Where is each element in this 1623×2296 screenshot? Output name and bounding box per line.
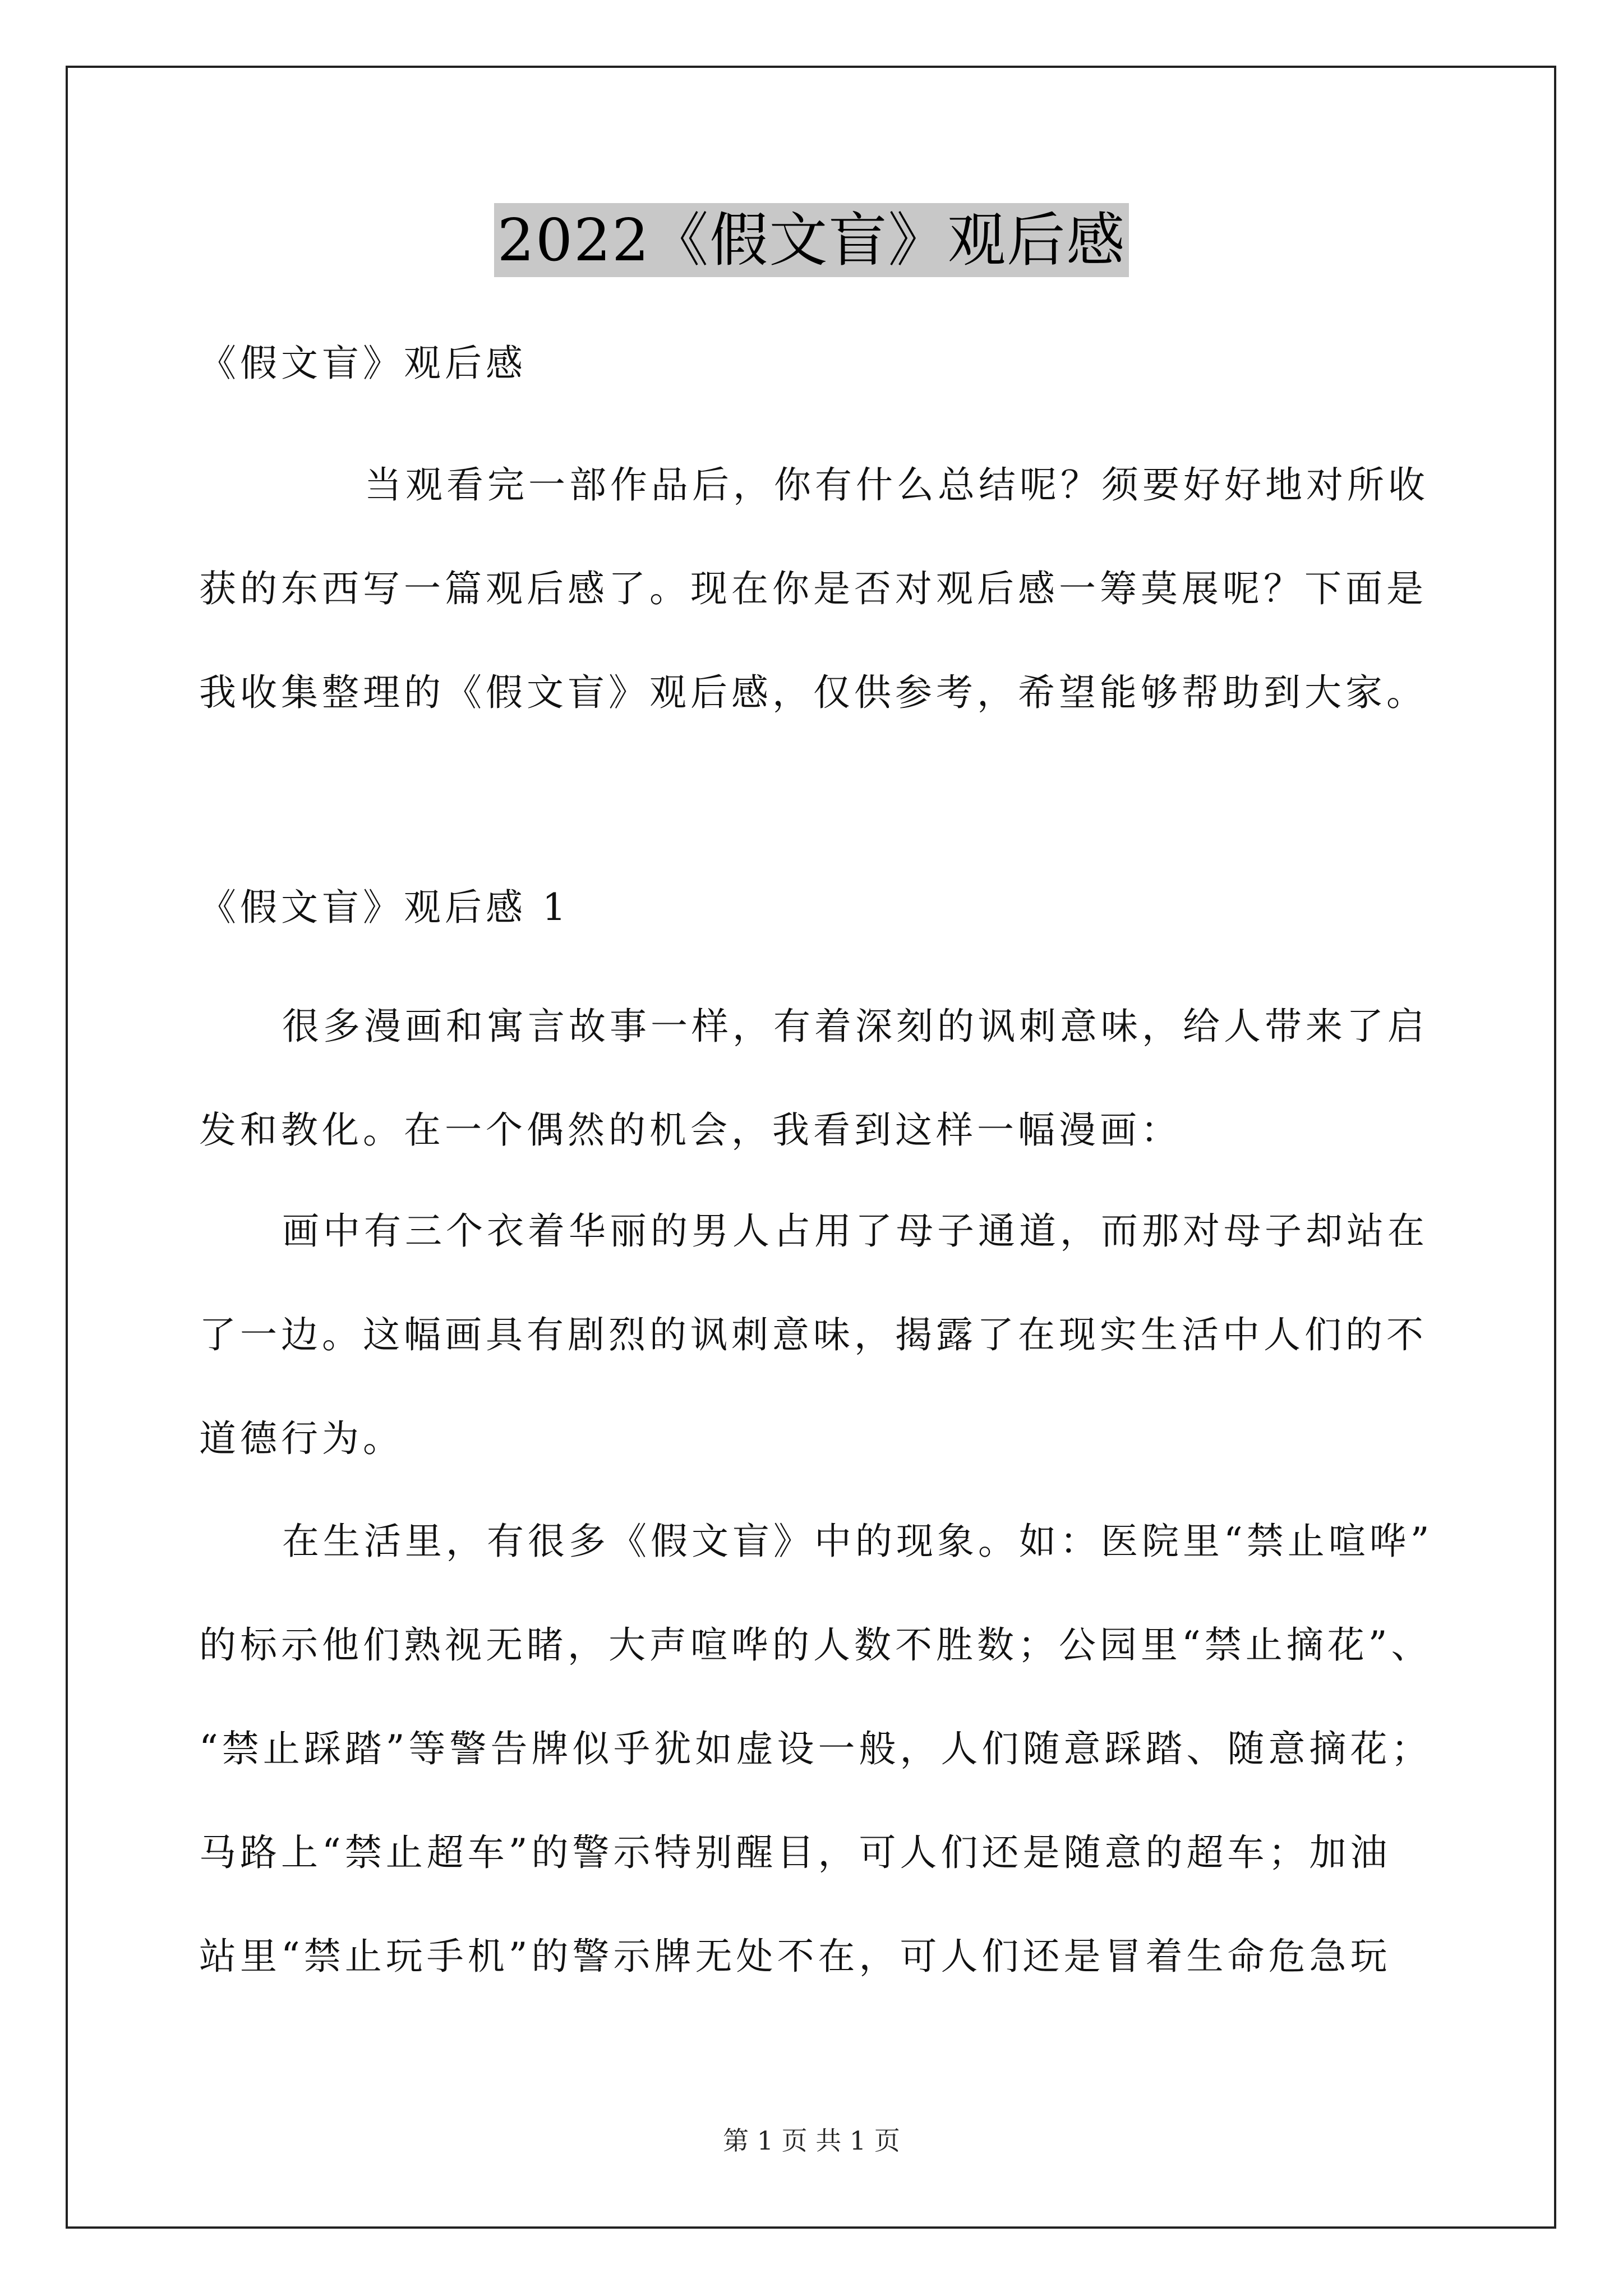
intro-line: 我收集整理的《假文盲》观后感，仅供参考，希望能够帮助到大家。 bbox=[199, 671, 1427, 714]
intro-line: 获的东西写一篇观后感了。现在你是否对观后感一筹莫展呢？下面是 bbox=[199, 567, 1427, 610]
section-heading: 《假文盲》观后感 1 bbox=[199, 886, 570, 929]
page-footer bbox=[0, 2125, 1623, 2156]
paragraph-line: 画中有三个衣着华丽的男人占用了母子通道，而那对母子却站在 bbox=[282, 1209, 1428, 1253]
paragraph-line: 道德行为。 bbox=[199, 1417, 404, 1460]
paragraph-line: 马路上“禁止超车”的警示特别醒目，可人们还是随意的超车；加油 bbox=[199, 1831, 1391, 1874]
paragraph-line: 站里“禁止玩手机”的警示牌无处不在，可人们还是冒着生命危急玩 bbox=[199, 1935, 1391, 1978]
intro-line: 当观看完一部作品后，你有什么总结呢？须要好好地对所收 bbox=[365, 463, 1429, 507]
paragraph-line: 的标示他们熟视无睹，大声喧哗的人数不胜数；公园里“禁止摘花”、 bbox=[199, 1623, 1432, 1667]
page-number: 第 1 页 共 1 页 bbox=[723, 2125, 900, 2156]
paragraph-line: “禁止踩踏”等警告牌似乎犹如虚设一般，人们随意踩踏、随意摘花； bbox=[199, 1727, 1432, 1770]
paragraph-line: 发和教化。在一个偶然的机会，我看到这样一幅漫画： bbox=[199, 1108, 1182, 1152]
paragraph-line: 在生活里，有很多《假文盲》中的现象。如：医院里“禁止喧哗” bbox=[282, 1520, 1433, 1563]
paragraph-line: 很多漫画和寓言故事一样，有着深刻的讽刺意味，给人带来了启 bbox=[282, 1005, 1428, 1048]
document-title: 2022《假文盲》观后感 bbox=[494, 203, 1129, 277]
title-container bbox=[0, 203, 1623, 277]
paragraph-line: 了一边。这幅画具有剧烈的讽刺意味，揭露了在现实生活中人们的不 bbox=[199, 1313, 1427, 1356]
subtitle: 《假文盲》观后感 bbox=[199, 342, 527, 385]
